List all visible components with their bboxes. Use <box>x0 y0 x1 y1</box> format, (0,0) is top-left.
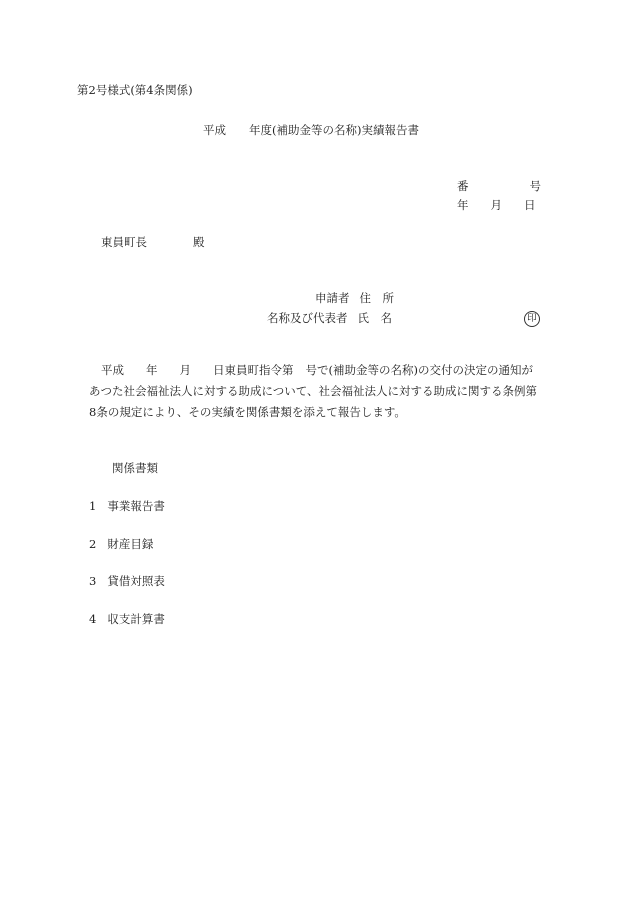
body-line-3: 8条の規定により、その実績を関係書類を添えて報告します。 <box>89 405 406 419</box>
attachment-number: 1 <box>89 499 97 513</box>
attachment-item <box>89 576 165 588</box>
addressee-honorific: 殿 <box>193 235 205 249</box>
applicant-name-row <box>267 313 392 325</box>
date-year: 年 <box>457 198 469 212</box>
attachment-number: 2 <box>89 537 97 551</box>
number-go: 号 <box>529 179 541 193</box>
addressee-name: 東員町長 <box>101 235 147 249</box>
body-line-1 <box>89 360 559 381</box>
name-label: 氏 名 <box>357 311 392 325</box>
body-paragraph <box>89 360 559 423</box>
date-month: 月 <box>490 198 502 212</box>
attachment-item <box>89 614 165 626</box>
document-title <box>203 125 419 137</box>
attachment-number: 3 <box>89 574 97 588</box>
attachment-label: 財産目録 <box>107 537 154 551</box>
attachment-label: 貸借対照表 <box>107 574 165 588</box>
attachment-label: 事業報告書 <box>107 499 165 513</box>
body-day-order: 日東員町指令第 <box>213 363 294 377</box>
attachment-number: 4 <box>89 612 97 626</box>
address-label: 住 所 <box>359 291 394 305</box>
date-day: 日 <box>524 198 536 212</box>
number-ban: 番 <box>457 179 469 193</box>
date-line <box>457 200 536 212</box>
title-era: 平成 <box>203 123 226 137</box>
body-month: 月 <box>179 363 191 377</box>
applicant-address-row <box>315 293 394 305</box>
body-line-1-rest: 号で(補助金等の名称)の交付の決定の通知が <box>305 363 533 377</box>
representative-label: 名称及び代表者 <box>267 311 348 325</box>
addressee <box>101 237 205 249</box>
body-line-2: あつた社会福祉法人に対する助成について、社会福祉法人に対する助成に関する条例第 <box>89 384 538 398</box>
attachment-item <box>89 501 165 513</box>
attachment-label: 収支計算書 <box>107 612 165 626</box>
number-line <box>457 181 541 193</box>
body-year: 年 <box>146 363 158 377</box>
form-number: 第2号様式(第4条関係) <box>77 83 193 97</box>
body-era: 平成 <box>101 363 124 377</box>
title-rest: 年度(補助金等の名称)実績報告書 <box>249 123 419 137</box>
seal-mark: 印 <box>524 311 540 327</box>
applicant-label: 申請者 <box>315 291 350 305</box>
attachment-item <box>89 539 153 551</box>
attachments-heading: 関係書類 <box>112 461 158 475</box>
